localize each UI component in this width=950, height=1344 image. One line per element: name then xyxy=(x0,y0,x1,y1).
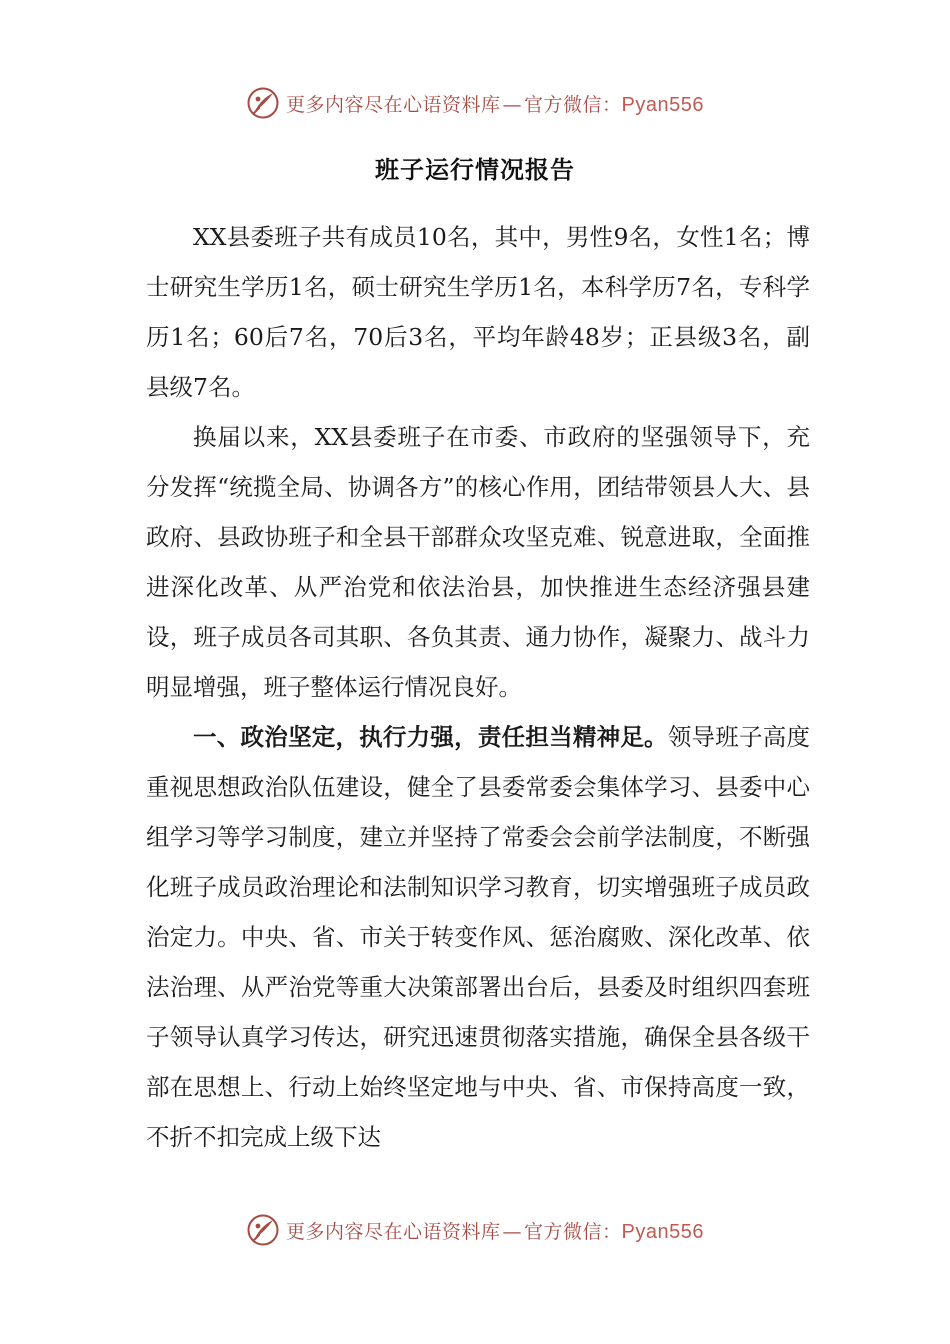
watermark-wechat-label: 官方微信： xyxy=(524,93,622,116)
watermark-wechat-id: Pyan556 xyxy=(621,93,704,116)
header-watermark xyxy=(0,86,950,120)
footer-watermark xyxy=(0,1213,950,1247)
watermark-text xyxy=(286,1217,704,1244)
paragraph-3-text: 领导班子高度重视思想政治队伍建设，健全了县委常委会集体学习、县委中心组学习等学习制度，建立并坚持了常委会会前学法制度，不断强化班子成员政治理论和法制知识学习教育，切实增强班子成员政治定力。中央、省、市关于转变作风、惩治腐败、深化改革、依法治理、从严治党等重大决策部署出台后，县委及时组织四套班子领导认真学习传达，研究迅速贯彻落实措施，确保全县各级干部在思想上、行动上始终坚定地与中央、省、市保持高度一致，不折不扣完成上级下达 xyxy=(146,723,811,1151)
watermark-dash: — xyxy=(502,1220,523,1243)
paragraph-3 xyxy=(146,712,810,1162)
watermark-wechat-id: Pyan556 xyxy=(621,1220,704,1243)
paragraph-3-heading: 一、政治坚定，执行力强，责任担当精神足。 xyxy=(193,723,668,751)
watermark-site: 更多内容尽在心语资料库 xyxy=(286,1220,501,1243)
watermark-dash: — xyxy=(502,93,523,116)
paragraph-2-text: 换届以来，XX县委班子在市委、市政府的坚强领导下，充分发挥“统揽全局、协调各方”的核心作用，团结带领县人大、县政府、县政协班子和全县干部群众攻坚克难、锐意进取，全面推进深化改革、从严治党和依法治县，加快推进生态经济强县建设，班子成员各司其职、各负其责、通力协作，凝聚力、战斗力明显增强，班子整体运行情况良好。 xyxy=(146,423,810,701)
watermark-site: 更多内容尽在心语资料库 xyxy=(286,93,501,116)
watermark-text xyxy=(286,90,704,117)
watermark-wechat-label: 官方微信： xyxy=(524,1220,622,1243)
paragraph-1 xyxy=(146,212,810,412)
quill-logo-icon xyxy=(246,1213,280,1247)
paragraph-1-text: XX县委班子共有成员10名，其中，男性9名，女性1名；博士研究生学历1名，硕士研究生学历1名，本科学历7名，专科学历1名；60后7名，70后3名，平均年龄48岁；正县级3名，副县级7名。 xyxy=(146,223,810,401)
quill-logo-icon xyxy=(246,86,280,120)
paragraph-2 xyxy=(146,412,810,712)
document-body xyxy=(146,212,810,1162)
document-title: 班子运行情况报告 xyxy=(375,156,575,184)
